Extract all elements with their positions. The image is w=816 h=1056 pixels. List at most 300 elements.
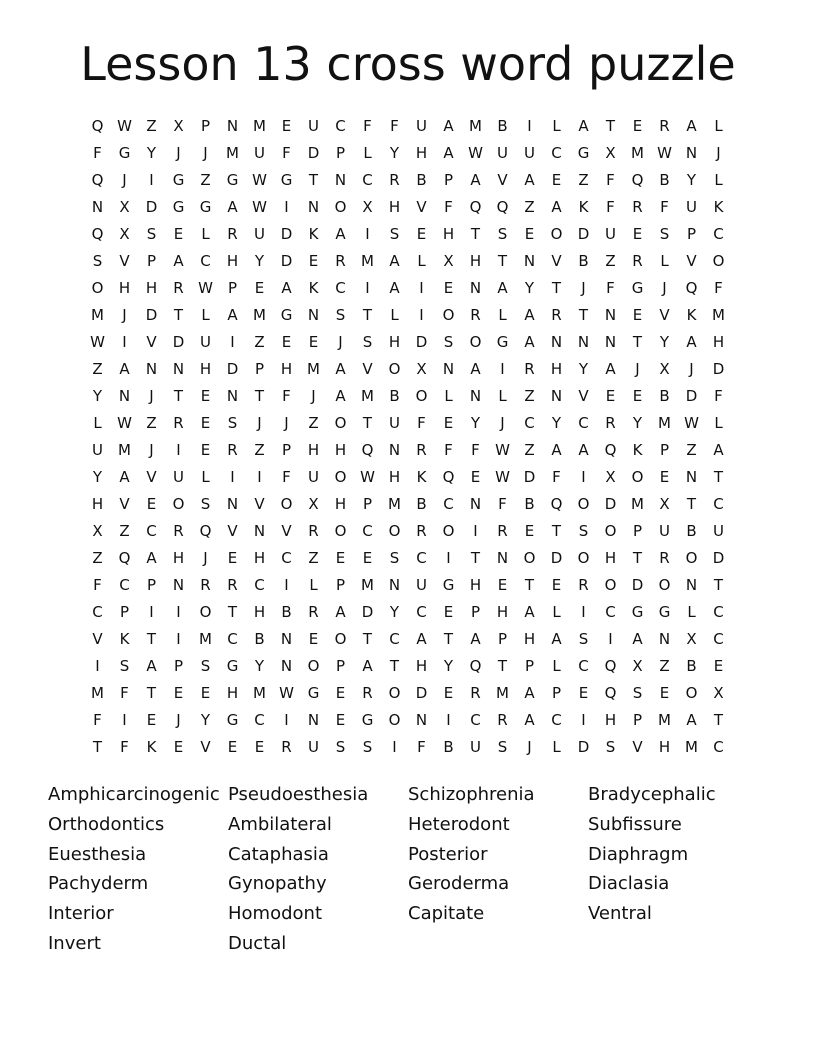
grid-letter: R	[362, 683, 373, 702]
grid-letter: M	[658, 413, 671, 432]
grid-row	[84, 652, 732, 679]
grid-letter: E	[497, 575, 508, 594]
grid-letter: C	[551, 143, 562, 162]
grid-letter: O	[604, 521, 617, 540]
grid-letter: Z	[578, 170, 589, 189]
grid-letter: R	[335, 251, 346, 270]
grid-letter: H	[442, 224, 455, 243]
grid-letter: D	[280, 224, 293, 243]
grid-letter: A	[389, 251, 400, 270]
grid-letter: Q	[550, 494, 563, 513]
grid-letter: N	[91, 197, 104, 216]
grid-letter: F	[417, 413, 426, 432]
grid-letter: U	[173, 467, 184, 486]
grid-letter: H	[550, 359, 563, 378]
grid-letter: Z	[308, 548, 319, 567]
word-bank-item: Posterior	[408, 843, 488, 865]
grid-letter: E	[146, 494, 157, 513]
grid-letter: E	[551, 170, 562, 189]
grid-letter: F	[363, 116, 372, 135]
grid-letter: E	[308, 629, 319, 648]
grid-letter: I	[365, 278, 370, 297]
grid-letter: H	[226, 683, 239, 702]
grid-letter: V	[416, 197, 427, 216]
grid-letter: F	[93, 710, 102, 729]
grid-letter: V	[659, 305, 670, 324]
grid-letter: U	[254, 143, 265, 162]
grid-letter: F	[93, 575, 102, 594]
grid-letter: N	[118, 386, 131, 405]
grid-row	[84, 355, 732, 382]
grid-letter: I	[95, 656, 100, 675]
grid-letter: T	[551, 521, 562, 540]
grid-letter: O	[469, 332, 482, 351]
grid-letter: B	[254, 629, 265, 648]
grid-letter: W	[252, 197, 267, 216]
grid-letter: M	[469, 116, 482, 135]
word-bank-item: Orthodontics	[48, 813, 165, 835]
grid-letter: N	[523, 251, 536, 270]
grid-row	[84, 220, 732, 247]
grid-letter: H	[226, 251, 239, 270]
grid-letter: M	[388, 494, 401, 513]
grid-letter: B	[524, 494, 535, 513]
grid-letter: H	[280, 359, 293, 378]
grid-letter: O	[199, 602, 212, 621]
grid-letter: K	[578, 197, 589, 216]
grid-letter: H	[199, 359, 212, 378]
grid-letter: W	[117, 413, 132, 432]
grid-letter: C	[578, 656, 589, 675]
word-bank-column	[228, 780, 408, 959]
grid-letter: L	[552, 737, 561, 756]
grid-letter: Q	[604, 683, 617, 702]
grid-letter: N	[550, 386, 563, 405]
grid-letter: G	[631, 278, 644, 297]
grid-letter: U	[92, 440, 103, 459]
grid-row	[84, 706, 732, 733]
grid-letter: D	[631, 575, 644, 594]
grid-letter: A	[335, 359, 346, 378]
grid-letter: U	[308, 116, 319, 135]
grid-letter: R	[281, 737, 292, 756]
grid-letter: Q	[199, 521, 212, 540]
grid-letter: X	[659, 359, 670, 378]
grid-letter: F	[660, 197, 669, 216]
grid-letter: S	[389, 548, 400, 567]
grid-letter: I	[176, 602, 181, 621]
grid-letter: O	[334, 413, 347, 432]
grid-letter: R	[227, 575, 238, 594]
grid-letter: S	[200, 656, 211, 675]
grid-letter: A	[632, 629, 643, 648]
grid-letter: M	[496, 683, 509, 702]
grid-letter: C	[713, 629, 724, 648]
grid-letter: P	[659, 440, 670, 459]
grid-letter: E	[632, 224, 643, 243]
grid-letter: S	[578, 629, 589, 648]
grid-letter: O	[442, 521, 455, 540]
grid-letter: G	[577, 143, 590, 162]
grid-letter: L	[552, 116, 561, 135]
grid-letter: K	[146, 737, 157, 756]
grid-letter: Z	[200, 170, 211, 189]
grid-letter: H	[388, 467, 401, 486]
grid-letter: O	[604, 575, 617, 594]
grid-letter: H	[523, 629, 536, 648]
grid-letter: U	[524, 143, 535, 162]
grid-letter: H	[496, 602, 509, 621]
grid-row	[84, 544, 732, 571]
word-bank-item: Cataphasia	[228, 843, 329, 865]
grid-letter: T	[362, 413, 373, 432]
grid-letter: Z	[524, 440, 535, 459]
word-bank-item: Homodont	[228, 903, 322, 925]
grid-letter: G	[631, 602, 644, 621]
grid-letter: P	[335, 143, 346, 162]
grid-letter: S	[146, 224, 157, 243]
grid-letter: I	[419, 305, 424, 324]
grid-letter: E	[524, 224, 535, 243]
word-bank-item: Ventral	[588, 903, 652, 925]
grid-letter: U	[686, 197, 697, 216]
grid-letter: G	[172, 197, 185, 216]
grid-letter: F	[93, 143, 102, 162]
grid-letter: D	[604, 494, 617, 513]
grid-letter: X	[92, 521, 103, 540]
grid-letter: G	[226, 656, 239, 675]
grid-letter: N	[604, 305, 617, 324]
grid-letter: Y	[92, 467, 103, 486]
grid-letter: T	[443, 629, 454, 648]
grid-letter: M	[118, 440, 131, 459]
grid-letter: F	[282, 143, 291, 162]
grid-letter: J	[203, 548, 208, 567]
grid-letter: D	[307, 143, 320, 162]
grid-letter: S	[92, 251, 103, 270]
grid-letter: Q	[91, 224, 104, 243]
grid-letter: A	[524, 710, 535, 729]
grid-letter: N	[334, 170, 347, 189]
grid-letter: C	[416, 548, 427, 567]
grid-row	[84, 463, 732, 490]
grid-letter: T	[497, 656, 508, 675]
grid-letter: E	[281, 332, 292, 351]
grid-letter: T	[389, 656, 400, 675]
grid-letter: M	[253, 116, 266, 135]
grid-letter: N	[280, 656, 293, 675]
grid-letter: Z	[254, 332, 265, 351]
grid-letter: L	[363, 143, 372, 162]
grid-letter: J	[122, 305, 127, 324]
grid-letter: C	[362, 521, 373, 540]
grid-letter: C	[362, 170, 373, 189]
grid-letter: G	[226, 710, 239, 729]
grid-letter: U	[308, 737, 319, 756]
grid-letter: O	[577, 494, 590, 513]
grid-letter: C	[713, 602, 724, 621]
grid-letter: R	[200, 575, 211, 594]
grid-letter: V	[632, 737, 643, 756]
grid-letter: T	[362, 305, 373, 324]
grid-letter: Q	[496, 197, 509, 216]
grid-letter: A	[524, 683, 535, 702]
grid-letter: C	[605, 602, 616, 621]
grid-letter: U	[416, 116, 427, 135]
grid-letter: E	[173, 737, 184, 756]
grid-letter: D	[145, 197, 158, 216]
grid-letter: E	[227, 737, 238, 756]
grid-letter: B	[659, 170, 670, 189]
grid-letter: Z	[605, 251, 616, 270]
grid-letter: P	[686, 224, 697, 243]
grid-letter: E	[443, 683, 454, 702]
grid-letter: A	[470, 629, 481, 648]
word-bank-item: Ambilateral	[228, 813, 332, 835]
grid-letter: N	[658, 629, 671, 648]
grid-letter: R	[416, 521, 427, 540]
grid-letter: D	[712, 359, 725, 378]
grid-letter: P	[362, 494, 373, 513]
grid-letter: E	[281, 116, 292, 135]
grid-letter: T	[713, 710, 724, 729]
grid-letter: N	[469, 386, 482, 405]
grid-letter: V	[146, 467, 157, 486]
grid-letter: K	[632, 440, 643, 459]
grid-letter: M	[685, 737, 698, 756]
word-bank-item: Bradycephalic	[588, 784, 716, 805]
grid-letter: X	[308, 494, 319, 513]
grid-letter: A	[389, 278, 400, 297]
grid-letter: K	[686, 305, 697, 324]
grid-letter: H	[253, 548, 266, 567]
grid-letter: I	[122, 710, 127, 729]
grid-letter: H	[604, 548, 617, 567]
word-bank-column	[408, 780, 588, 959]
grid-letter: J	[662, 278, 667, 297]
grid-letter: J	[500, 413, 505, 432]
word-bank-item: Gynopathy	[228, 873, 327, 895]
grid-letter: I	[284, 575, 289, 594]
grid-letter: A	[443, 143, 454, 162]
grid-letter: B	[659, 386, 670, 405]
grid-letter: X	[605, 467, 616, 486]
grid-letter: A	[335, 386, 346, 405]
grid-row	[84, 382, 732, 409]
grid-letter: E	[605, 386, 616, 405]
grid-letter: O	[334, 467, 347, 486]
grid-letter: A	[470, 170, 481, 189]
grid-letter: N	[388, 575, 401, 594]
grid-letter: X	[173, 116, 184, 135]
grid-letter: B	[686, 521, 697, 540]
grid-letter: D	[577, 737, 590, 756]
grid-letter: Z	[254, 440, 265, 459]
grid-letter: B	[443, 737, 454, 756]
grid-letter: Y	[389, 143, 400, 162]
grid-letter: K	[308, 224, 319, 243]
grid-letter: X	[659, 494, 670, 513]
grid-letter: T	[308, 170, 319, 189]
grid-letter: O	[388, 683, 401, 702]
grid-letter: N	[226, 386, 239, 405]
grid-letter: B	[416, 170, 427, 189]
grid-letter: Q	[118, 548, 131, 567]
grid-letter: L	[687, 602, 696, 621]
grid-letter: H	[415, 143, 428, 162]
grid-letter: N	[415, 710, 428, 729]
grid-letter: S	[632, 683, 643, 702]
grid-letter: M	[658, 710, 671, 729]
grid-row	[84, 328, 732, 355]
grid-letter: G	[226, 170, 239, 189]
grid-letter: U	[200, 332, 211, 351]
grid-letter: A	[146, 656, 157, 675]
grid-letter: M	[361, 386, 374, 405]
grid-letter: C	[578, 413, 589, 432]
grid-letter: A	[713, 440, 724, 459]
grid-letter: Y	[578, 359, 589, 378]
grid-letter: Y	[470, 413, 481, 432]
grid-letter: L	[201, 467, 210, 486]
grid-letter: B	[497, 116, 508, 135]
grid-letter: J	[635, 359, 640, 378]
grid-letter: U	[389, 413, 400, 432]
grid-letter: B	[281, 602, 292, 621]
grid-letter: G	[199, 197, 212, 216]
grid-letter: N	[307, 197, 320, 216]
grid-letter: R	[173, 278, 184, 297]
grid-letter: E	[443, 278, 454, 297]
grid-letter: N	[685, 467, 698, 486]
grid-letter: N	[172, 359, 185, 378]
grid-letter: P	[470, 602, 481, 621]
grid-letter: L	[444, 386, 453, 405]
grid-letter: E	[443, 602, 454, 621]
grid-letter: U	[308, 467, 319, 486]
grid-letter: G	[280, 170, 293, 189]
grid-letter: C	[470, 710, 481, 729]
grid-row	[84, 598, 732, 625]
grid-letter: A	[551, 629, 562, 648]
grid-letter: O	[334, 197, 347, 216]
grid-letter: E	[470, 467, 481, 486]
grid-letter: R	[308, 521, 319, 540]
grid-letter: Q	[631, 170, 644, 189]
grid-letter: D	[577, 224, 590, 243]
grid-letter: Q	[469, 656, 482, 675]
grid-letter: E	[659, 683, 670, 702]
grid-letter: S	[659, 224, 670, 243]
grid-letter: R	[227, 440, 238, 459]
grid-letter: E	[335, 683, 346, 702]
grid-letter: O	[388, 710, 401, 729]
grid-letter: L	[390, 305, 399, 324]
grid-letter: J	[176, 710, 181, 729]
grid-letter: Q	[604, 440, 617, 459]
grid-letter: J	[122, 170, 127, 189]
grid-letter: P	[632, 521, 643, 540]
grid-letter: B	[416, 494, 427, 513]
grid-letter: H	[469, 575, 482, 594]
grid-letter: D	[712, 548, 725, 567]
grid-letter: H	[604, 710, 617, 729]
grid-letter: M	[712, 305, 725, 324]
word-bank-item: Capitate	[408, 903, 485, 925]
grid-letter: W	[495, 440, 510, 459]
grid-letter: M	[253, 305, 266, 324]
grid-letter: G	[307, 683, 320, 702]
grid-letter: G	[442, 575, 455, 594]
grid-letter: W	[657, 143, 672, 162]
grid-letter: A	[686, 710, 697, 729]
grid-letter: F	[417, 737, 426, 756]
grid-row	[84, 139, 732, 166]
grid-letter: L	[714, 116, 723, 135]
grid-letter: X	[686, 629, 697, 648]
grid-letter: P	[146, 251, 157, 270]
grid-letter: C	[146, 521, 157, 540]
grid-letter: Q	[361, 440, 374, 459]
grid-letter: E	[200, 440, 211, 459]
grid-letter: W	[252, 170, 267, 189]
grid-letter: Y	[254, 251, 265, 270]
word-bank-item: Interior	[48, 903, 114, 925]
grid-letter: A	[524, 332, 535, 351]
grid-letter: R	[308, 602, 319, 621]
grid-letter: M	[307, 359, 320, 378]
grid-letter: E	[416, 224, 427, 243]
grid-letter: P	[200, 116, 211, 135]
grid-letter: X	[632, 656, 643, 675]
grid-letter: T	[632, 548, 643, 567]
grid-letter: M	[361, 575, 374, 594]
grid-letter: N	[280, 629, 293, 648]
grid-letter: I	[365, 224, 370, 243]
word-bank	[48, 780, 788, 959]
grid-letter: J	[203, 143, 208, 162]
grid-letter: R	[389, 170, 400, 189]
grid-letter: J	[149, 440, 154, 459]
grid-letter: C	[524, 413, 535, 432]
grid-letter: E	[254, 278, 265, 297]
grid-letter: P	[443, 170, 454, 189]
grid-letter: O	[307, 656, 320, 675]
grid-row	[84, 571, 732, 598]
grid-letter: U	[659, 521, 670, 540]
grid-letter: C	[389, 629, 400, 648]
grid-letter: D	[550, 548, 563, 567]
grid-letter: V	[119, 494, 130, 513]
grid-letter: Q	[685, 278, 698, 297]
grid-letter: X	[119, 197, 130, 216]
grid-letter: R	[632, 251, 643, 270]
grid-letter: W	[279, 683, 294, 702]
grid-letter: S	[200, 494, 211, 513]
grid-letter: R	[497, 521, 508, 540]
grid-letter: M	[226, 143, 239, 162]
grid-row	[84, 112, 732, 139]
grid-letter: H	[388, 332, 401, 351]
grid-letter: N	[226, 116, 239, 135]
grid-letter: J	[311, 386, 316, 405]
grid-letter: F	[282, 467, 291, 486]
grid-letter: V	[362, 359, 373, 378]
word-bank-item: Schizophrenia	[408, 784, 535, 805]
grid-letter: F	[498, 494, 507, 513]
grid-letter: J	[149, 386, 154, 405]
grid-letter: P	[335, 656, 346, 675]
